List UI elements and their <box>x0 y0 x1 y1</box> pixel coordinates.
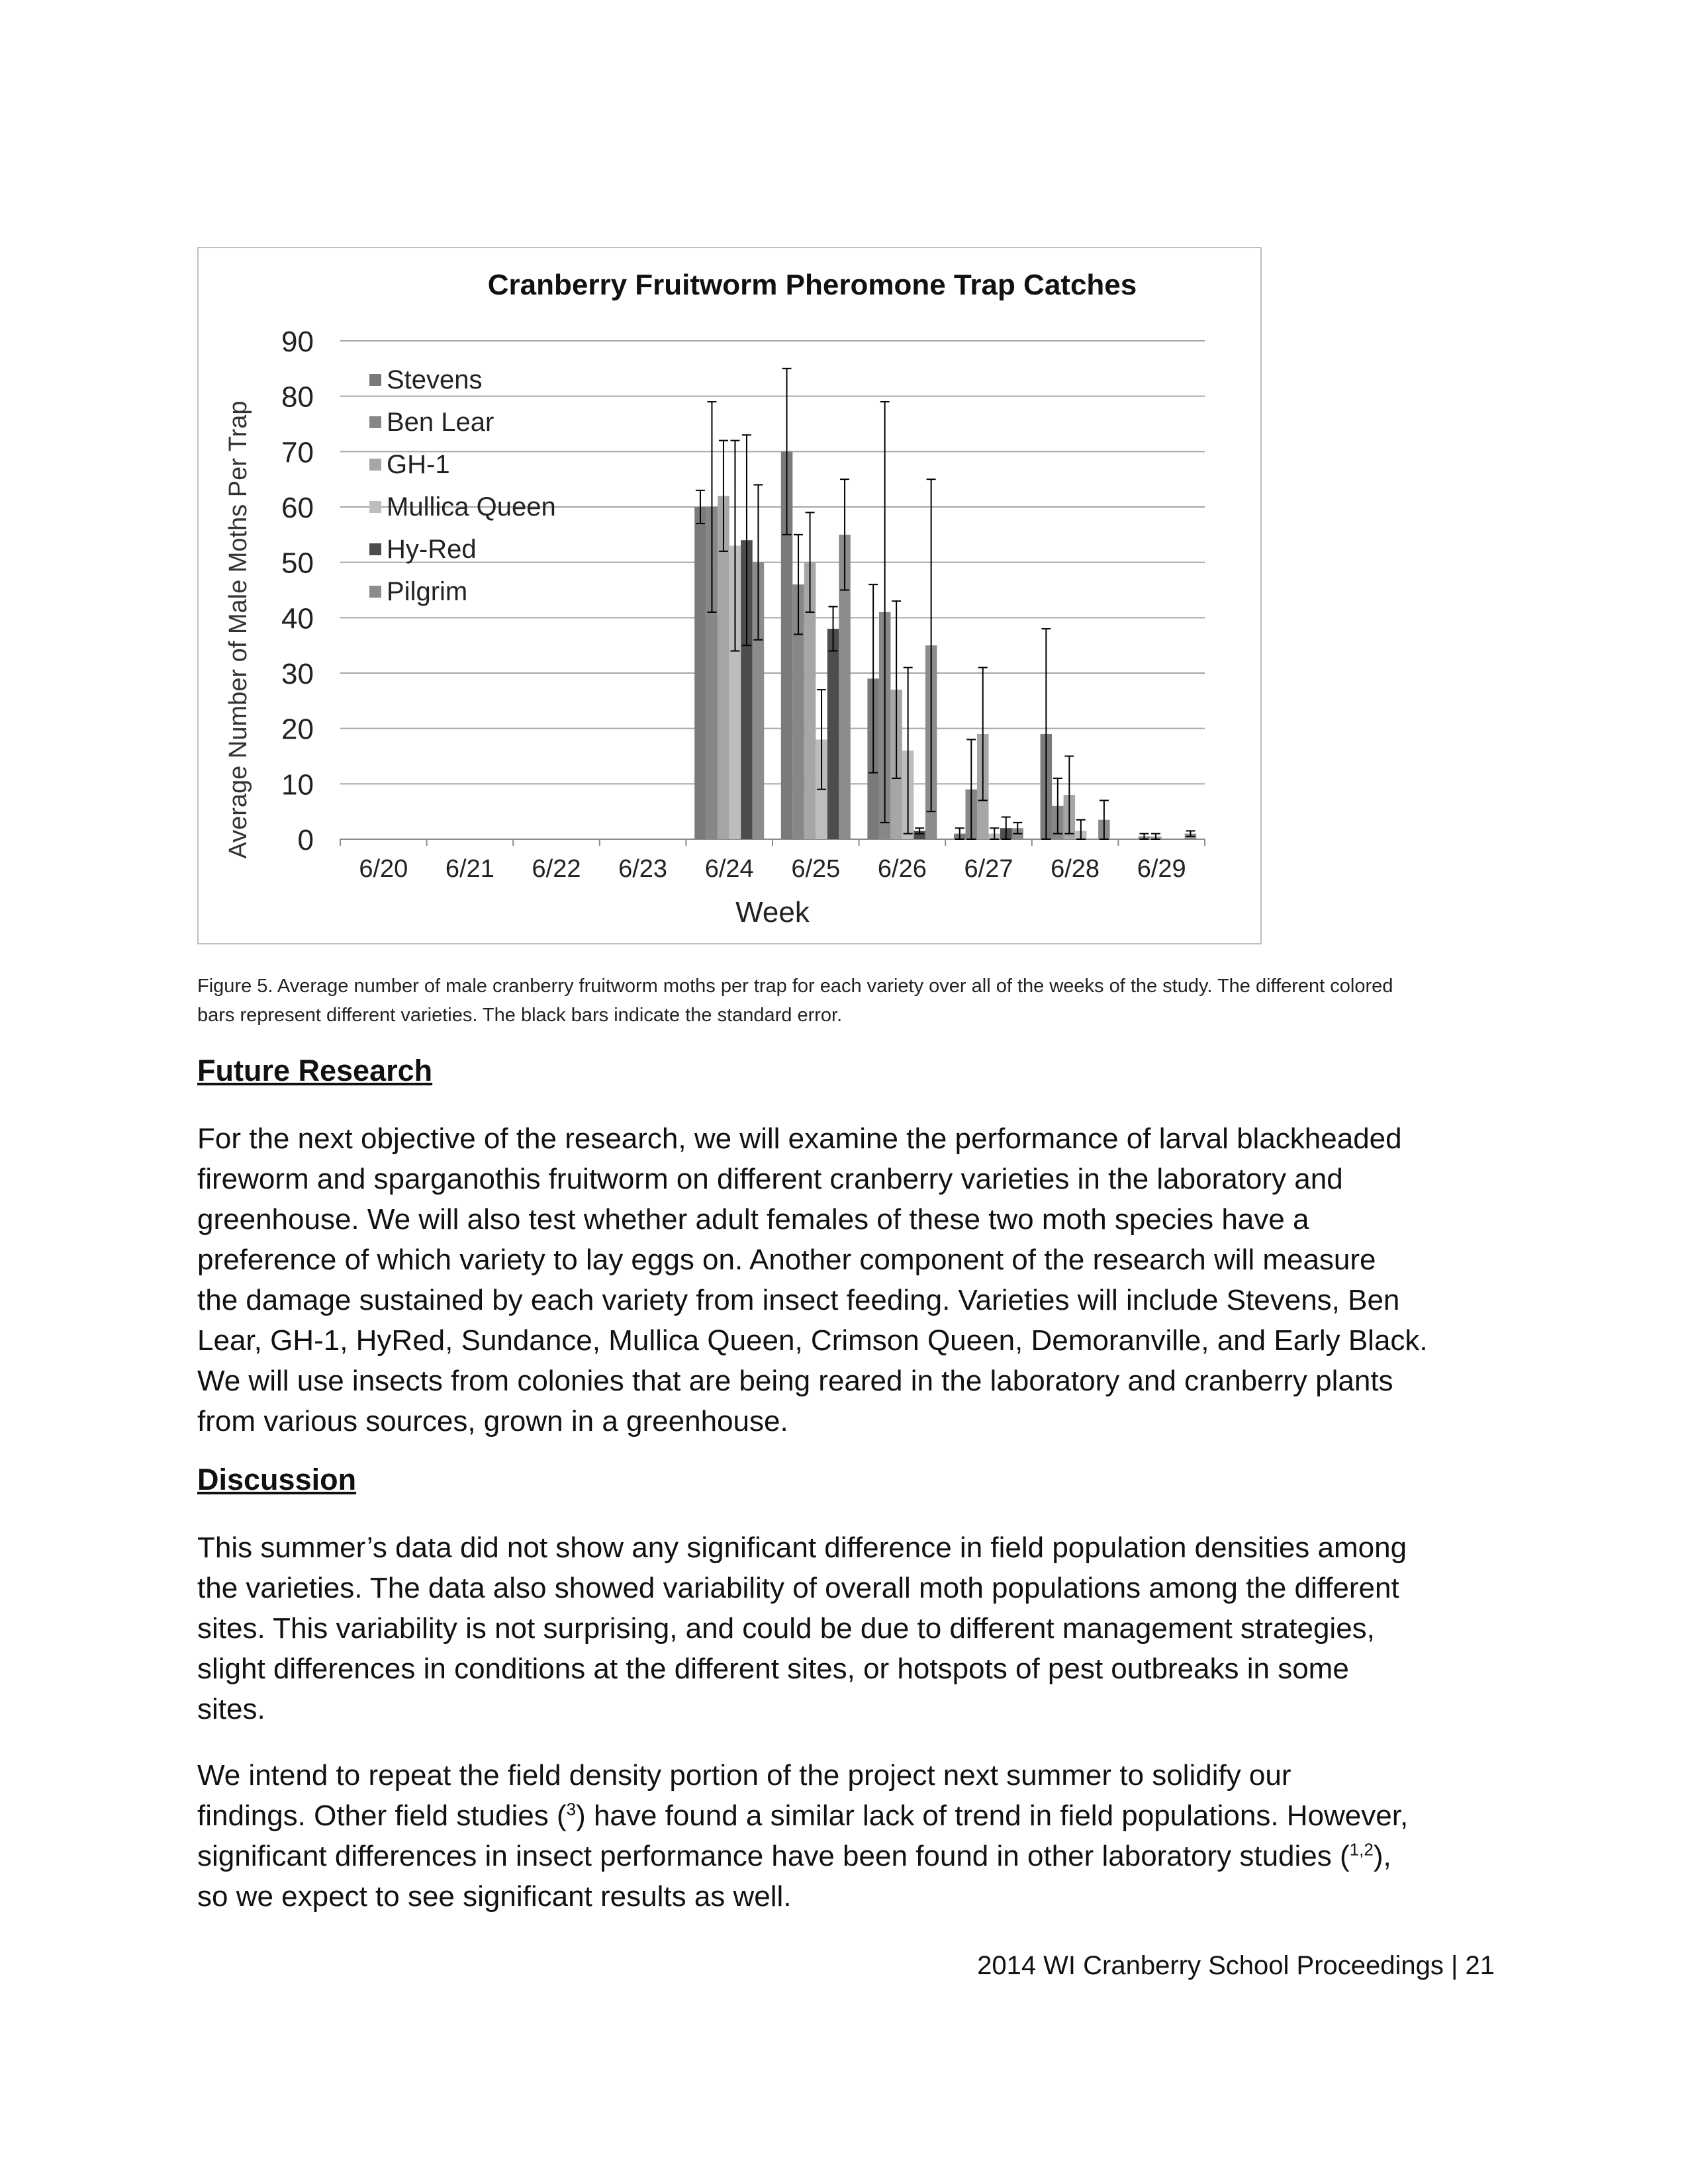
legend-swatch <box>369 586 381 598</box>
text-line: This summer’s data did not show any significant difference in field population densities among <box>197 1531 1407 1564</box>
x-tick-label: 6/27 <box>964 855 1013 883</box>
legend-label: Stevens <box>387 365 483 394</box>
y-axis-label: Average Number of Male Moths Per Trap <box>224 400 252 859</box>
chart-canvas <box>199 248 1260 943</box>
text-line: findings. Other field studies ($^3$) have found a similar lack of trend in field populations. However, <box>197 1799 1409 1832</box>
y-tick-label: 70 <box>281 436 314 469</box>
x-tick-label: 6/22 <box>532 855 581 883</box>
y-tick-label: 40 <box>281 602 314 635</box>
x-axis-label: Week <box>735 896 810 929</box>
x-tick-label: 6/21 <box>445 855 494 883</box>
text-line: sites. This variability is not surprising, and could be due to different management strategies, <box>197 1612 1375 1645</box>
future-research-paragraph <box>197 1118 1495 1441</box>
text-line: sites. <box>197 1693 265 1725</box>
legend-swatch <box>369 501 381 513</box>
discussion-heading: Discussion <box>197 1463 357 1496</box>
y-tick-label: 0 <box>297 824 314 856</box>
discussion-paragraph-1 <box>197 1527 1495 1729</box>
y-tick-label: 20 <box>281 713 314 746</box>
text-line: preference of which variety to lay eggs on. Another component of the research will measure <box>197 1244 1376 1276</box>
y-tick-label: 10 <box>281 768 314 801</box>
page-footer: 2014 WI Cranberry School Proceedings | 21 <box>977 1951 1495 1980</box>
future-research-heading: Future Research <box>197 1054 433 1087</box>
legend-label: GH-1 <box>387 450 450 479</box>
legend-label: Ben Lear <box>387 408 494 437</box>
text-line: We will use insects from colonies that are being reared in the laboratory and cranberry plants <box>197 1365 1393 1397</box>
text-line: fireworm and sparganothis fruitworm on different cranberry varieties in the laboratory and <box>197 1163 1343 1195</box>
x-tick-label: 6/23 <box>618 855 668 883</box>
x-tick-label: 6/29 <box>1137 855 1186 883</box>
figure-chart <box>197 247 1262 944</box>
citation-superscript: 3 <box>566 1799 577 1819</box>
y-tick-label: 80 <box>281 381 314 414</box>
y-tick-label: 30 <box>281 658 314 690</box>
x-tick-label: 6/26 <box>877 855 927 883</box>
text-line: the damage sustained by each variety from insect feeding. Varieties will include Stevens, Ben <box>197 1284 1400 1316</box>
text-line: For the next objective of the research, we will examine the performance of larval blackheaded <box>197 1122 1402 1155</box>
text-line: Lear, GH-1, HyRed, Sundance, Mullica Queen, Crimson Queen, Demoranville, and Early Black. <box>197 1324 1428 1357</box>
legend-swatch <box>369 416 381 428</box>
y-tick-label: 50 <box>281 547 314 580</box>
legend-label: Mullica Queen <box>387 492 556 522</box>
x-tick-label: 6/25 <box>791 855 841 883</box>
text-line: from various sources, grown in a greenhouse. <box>197 1405 788 1437</box>
citation-superscript: 1,2 <box>1349 1839 1374 1860</box>
text-line: the varieties. The data also showed variability of overall moth populations among the different <box>197 1572 1399 1604</box>
caption-line-2: bars represent different varieties. The black bars indicate the standard error. <box>197 1005 843 1026</box>
x-tick-label: 6/28 <box>1051 855 1100 883</box>
bar <box>694 507 706 839</box>
legend-label: Hy-Red <box>387 535 477 564</box>
caption-line-1: Figure 5. Average number of male cranberry fruitworm moths per trap for each variety over all of the weeks of the study. The different colored <box>197 976 1393 997</box>
y-tick-label: 60 <box>281 492 314 524</box>
text-line: so we expect to see significant results as well. <box>197 1880 792 1913</box>
bar <box>827 629 839 839</box>
legend-label: Pilgrim <box>387 577 468 606</box>
x-tick-label: 6/20 <box>359 855 408 883</box>
chart-title: Cranberry Fruitworm Pheromone Trap Catches <box>487 269 1137 301</box>
discussion-paragraph-2 <box>197 1755 1495 1917</box>
text-line: slight differences in conditions at the different sites, or hotspots of pest outbreaks in some <box>197 1653 1349 1685</box>
x-tick-label: 6/24 <box>704 855 754 883</box>
figure-caption <box>197 972 1495 1030</box>
text-line: greenhouse. We will also test whether adult females of these two moth species have a <box>197 1203 1309 1236</box>
text-line: We intend to repeat the field density portion of the project next summer to solidify our <box>197 1759 1291 1792</box>
y-tick-label: 90 <box>281 326 314 358</box>
legend-swatch <box>369 374 381 386</box>
legend-swatch <box>369 459 381 471</box>
text-line: significant differences in insect performance have been found in other laboratory studies ($^{1,2}$), <box>197 1839 1391 1872</box>
legend-swatch <box>369 543 381 555</box>
